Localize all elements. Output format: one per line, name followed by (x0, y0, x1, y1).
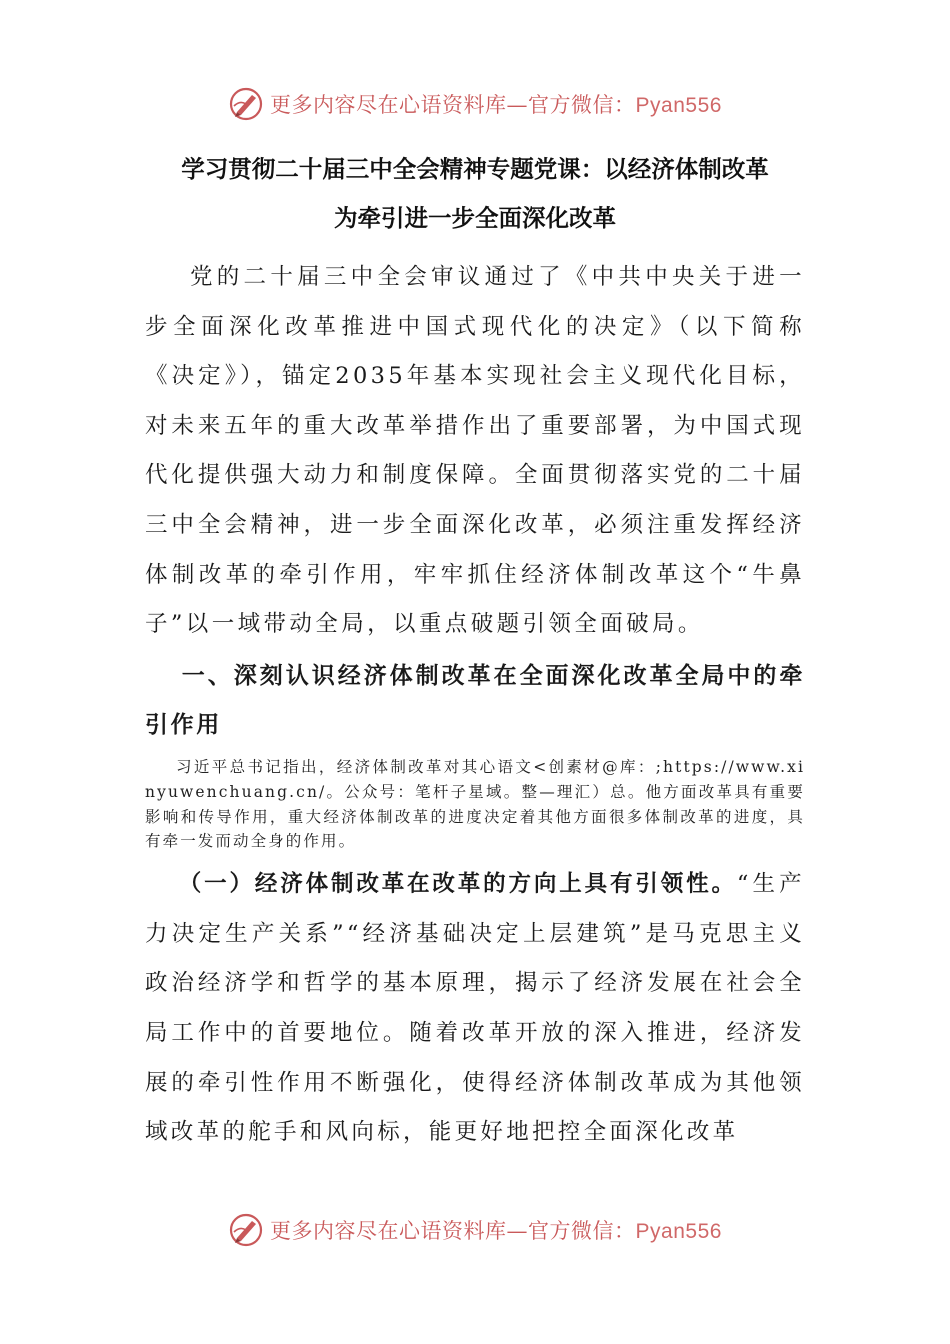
title-line-2: 为牵引进一步全面深化改革 (334, 204, 616, 232)
intro-paragraph: 党的二十届三中全会审议通过了《中共中央关于进一步全面深化改革推进中国式现代化的决定》（以下简称《决定》），锚定2035年基本实现社会主义现代化目标，对未来五年的重大改革举措作出了重要部署，为中国式现代化提供强大动力和制度保障。全面贯彻落实党的二十届三中全会精神，进一步全面深化改革，必须注重发挥经济体制改革的牵引作用，牢牢抓住经济体制改革这个“牛鼻子”以一域带动全局，以重点破题引领全面破局。 (145, 264, 805, 638)
banner-suffix: 官方微信： (528, 93, 636, 117)
title-line-1: 学习贯彻二十届三中全会精神专题党课：以经济体制改革 (181, 155, 769, 183)
banner-main-text: 更多内容尽在心语资料库 (270, 93, 507, 117)
pen-logo-icon (228, 86, 264, 122)
banner-wechat-id: Pyan556 (635, 1220, 722, 1243)
subsection-1-paragraph (145, 860, 805, 1158)
banner-dash: — (506, 93, 529, 117)
banner-main-text: 更多内容尽在心语资料库 (270, 1219, 507, 1243)
banner-text (270, 1215, 722, 1245)
subsection-1-lead: （一）经济体制改革在改革的方向上具有引领性。 (178, 871, 737, 898)
section-1-heading: 一、深刻认识经济体制改革在全面深化改革全局中的牵引作用 (145, 662, 805, 739)
header-watermark-banner (0, 82, 950, 126)
subsection-1-body: “生产力决定生产关系”“经济基础决定上层建筑”是马克思主义政治经济学和哲学的基本原理，揭示了经济发展在社会全局工作中的首要地位。随着改革开放的深入推进，经济发展的牵引性作用不断强化，使得经济体制改革成为其他领域改革的舵手和风向标，能更好地把控全面深化改革 (145, 871, 805, 1146)
document-body (145, 145, 805, 1158)
pen-logo-icon (228, 1212, 264, 1248)
document-title (145, 145, 805, 243)
banner-dash: — (506, 1219, 529, 1243)
banner-wechat-id: Pyan556 (635, 94, 722, 117)
banner-suffix: 官方微信： (528, 1219, 636, 1243)
footer-watermark-banner (0, 1208, 950, 1252)
section-1-note: 习近平总书记指出，经济体制改革对其心语文<创素材@库：;https://www.xinyuwenchuang.cn/。公众号：笔杆子星域。整—理汇）总。他方面改革具有重要影响和传导作用，重大经济体制改革的进度决定着其他方面很多体制改革的进度，具有牵一发而动全身的作用。 (145, 757, 805, 851)
banner-text (270, 89, 722, 119)
